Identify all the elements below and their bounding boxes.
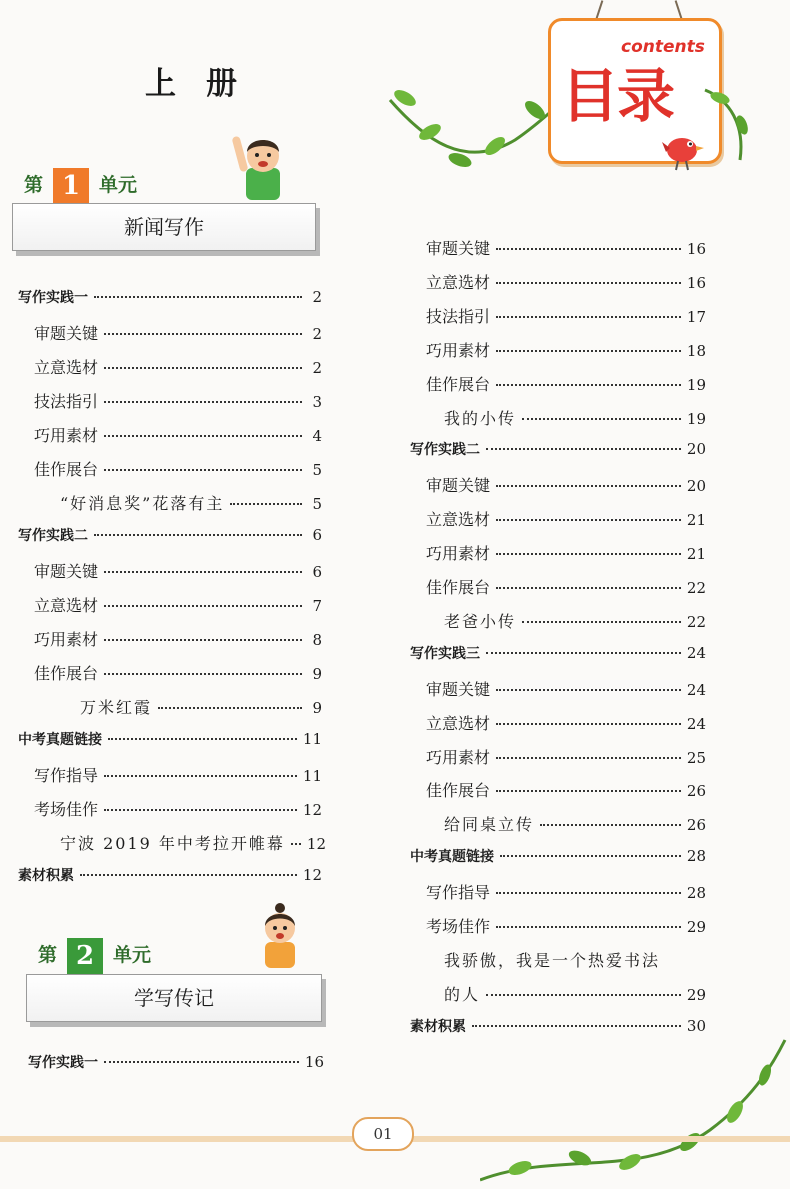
toc-entry-page: 25	[686, 748, 706, 767]
toc-entry-title: 巧用素材	[34, 630, 99, 649]
unit1-title-banner: 新闻写作	[12, 203, 316, 251]
toc-entry	[426, 541, 706, 564]
toc-entry	[34, 627, 322, 650]
toc-entry-title: 中考真题链接	[18, 732, 102, 748]
toc-entry-page: 2	[312, 288, 322, 306]
toc-entry	[426, 711, 706, 734]
toc-entry-page: 11	[302, 730, 322, 748]
vine-right-decoration	[700, 80, 760, 170]
toc-leader-dots	[104, 469, 302, 471]
toc-entry	[426, 778, 706, 801]
toc-entry-page: 5	[312, 495, 322, 513]
toc-entry	[410, 846, 706, 866]
toc-leader-dots	[108, 738, 297, 740]
toc-entry	[426, 745, 706, 768]
toc-leader-dots	[94, 296, 302, 298]
toc-leader-dots	[104, 333, 302, 335]
toc-entry-page: 29	[686, 985, 706, 1004]
toc-entry	[34, 661, 322, 684]
toc-entry-page: 24	[686, 714, 706, 733]
toc-entry	[28, 1052, 324, 1072]
toc-leader-dots	[104, 673, 302, 675]
unit1-label	[24, 168, 137, 204]
toc-entry-title: 考场佳作	[426, 917, 491, 936]
toc-entry	[426, 270, 706, 293]
unit2-label	[38, 938, 151, 974]
unit1-suffix: 单元	[99, 174, 138, 196]
toc-leader-dots	[104, 367, 302, 369]
toc-leader-dots	[496, 519, 681, 521]
toc-entry	[426, 304, 706, 327]
unit2-prefix: 第	[38, 944, 58, 966]
toc-entry-page: 16	[686, 240, 706, 258]
toc-entry-title: 写作实践一	[18, 290, 88, 306]
logo-title: 目录	[561, 62, 674, 130]
toc-entry-title: 巧用素材	[426, 747, 491, 767]
toc-entry	[34, 457, 322, 480]
toc-entry-title: 我骄傲，我是一个热爱书法	[444, 950, 661, 970]
toc-entry	[34, 593, 322, 616]
toc-leader-dots	[540, 824, 681, 826]
toc-entry-page: 5	[312, 461, 322, 479]
toc-entry-title: 审题关键	[426, 239, 491, 258]
toc-entry	[34, 321, 322, 344]
toc-entry-page: 9	[312, 699, 322, 717]
toc-leader-dots	[104, 775, 297, 777]
toc-entry	[444, 609, 706, 632]
toc-leader-dots	[104, 639, 302, 641]
toc-entry-page: 21	[686, 545, 706, 564]
toc-entry	[18, 525, 322, 545]
toc-entry	[60, 831, 326, 854]
toc-leader-dots	[104, 809, 297, 811]
toc-entry	[426, 880, 706, 903]
toc-leader-dots	[230, 503, 302, 505]
toc-entry	[426, 372, 706, 395]
toc-entry-title: 佳作展台	[426, 374, 491, 394]
toc-leader-dots	[496, 350, 681, 352]
toc-entry-page: 6	[312, 563, 322, 581]
toc-entry	[34, 389, 322, 412]
toc-leader-dots	[104, 605, 302, 607]
toc-leader-dots	[496, 485, 681, 487]
toc-entry	[444, 406, 706, 429]
bird-icon	[660, 128, 706, 172]
toc-entry-title: 巧用素材	[426, 340, 491, 360]
toc-leader-dots	[158, 707, 302, 709]
toc-entry	[34, 559, 322, 582]
toc-entry	[18, 729, 322, 749]
toc-entry-page: 24	[686, 643, 706, 662]
volume-title: 上册	[145, 66, 267, 102]
unit2-number: 2	[67, 938, 103, 974]
toc-entry-page: 3	[312, 393, 322, 411]
toc-leader-dots	[486, 994, 681, 996]
toc-entry-title: 审题关键	[34, 562, 99, 581]
toc-entry-title: 佳作展台	[34, 664, 99, 683]
toc-entry-page: 6	[312, 526, 322, 544]
toc-leader-dots	[486, 652, 681, 654]
toc-leader-dots	[522, 621, 681, 623]
toc-leader-dots	[496, 723, 681, 725]
toc-entry-title: 素材积累	[18, 868, 74, 884]
toc-leader-dots	[500, 855, 681, 857]
toc-entry-page: 8	[312, 631, 322, 649]
toc-entry	[426, 236, 706, 259]
toc-entry-title: “好消息奖”花落有主	[60, 494, 225, 513]
toc-leader-dots	[496, 926, 681, 928]
toc-entry-page: 18	[686, 341, 706, 360]
toc-leader-dots	[104, 401, 302, 403]
toc-entry-page: 28	[686, 847, 706, 866]
toc-entry-page: 28	[686, 884, 706, 903]
toc-leader-dots	[496, 316, 681, 318]
toc-entry-page: 24	[686, 680, 706, 699]
toc-entry	[426, 575, 706, 598]
toc-entry-title: 立意选材	[426, 510, 491, 530]
vine-bottom-decoration	[480, 1030, 790, 1189]
toc-entry-page: 21	[686, 511, 706, 530]
toc-entry	[426, 914, 706, 937]
toc-entry-title: 立意选材	[34, 358, 99, 377]
toc-entry-page: 29	[686, 918, 706, 936]
toc-entry	[444, 812, 706, 835]
toc-leader-dots	[496, 248, 681, 250]
toc-leader-dots	[496, 790, 681, 792]
toc-entry-title: 考场佳作	[34, 800, 99, 819]
toc-leader-dots	[496, 587, 681, 589]
toc-entry-page: 20	[686, 440, 706, 459]
toc-entry	[34, 423, 322, 446]
toc-entry	[34, 763, 322, 786]
toc-entry-page: 19	[686, 409, 706, 428]
toc-entry-title: 写作实践二	[410, 442, 480, 459]
unit1-prefix: 第	[24, 174, 44, 196]
toc-entry	[426, 507, 706, 530]
toc-leader-dots	[472, 1025, 681, 1027]
toc-entry-title: 立意选材	[426, 272, 491, 292]
toc-entry	[410, 439, 706, 459]
toc-entry-title: 巧用素材	[426, 544, 491, 564]
toc-entry	[18, 865, 322, 885]
toc-entry-page: 11	[302, 767, 322, 785]
toc-entry-page: 16	[304, 1053, 324, 1071]
toc-entry-page: 17	[686, 307, 706, 326]
toc-leader-dots	[291, 843, 301, 845]
toc-leader-dots	[104, 571, 302, 573]
toc-entry-title: 立意选材	[34, 596, 99, 615]
toc-entry-title: 佳作展台	[34, 460, 99, 479]
toc-entry-title: 佳作展台	[426, 781, 491, 801]
toc-entry-page: 26	[686, 816, 706, 835]
toc-entry-title: 中考真题链接	[410, 849, 494, 866]
toc-entry-page: 12	[306, 835, 326, 853]
toc-entry-page: 2	[312, 325, 322, 343]
toc-entry-title: 写作实践二	[18, 528, 88, 544]
toc-entry-page: 22	[686, 612, 706, 631]
toc-leader-dots	[496, 689, 681, 691]
toc-entry-title: 技法指引	[426, 306, 491, 326]
toc-entry	[18, 287, 322, 307]
toc-entry	[60, 491, 322, 514]
toc-entry-title: 写作指导	[34, 766, 99, 785]
toc-entry-page: 16	[686, 273, 706, 292]
logo-contents-word: contents	[621, 37, 705, 57]
toc-leader-dots	[94, 534, 302, 536]
toc-entry-page: 22	[686, 579, 706, 597]
toc-entry-title: 审题关键	[34, 324, 99, 343]
toc-entry-title: 审题关键	[426, 679, 491, 699]
toc-entry-title: 巧用素材	[34, 426, 99, 445]
toc-entry-page: 12	[302, 801, 322, 819]
toc-entry-page: 19	[686, 375, 706, 394]
toc-leader-dots	[496, 892, 681, 894]
toc-entry	[426, 473, 706, 496]
toc-leader-dots	[104, 435, 302, 437]
toc-leader-dots	[522, 418, 681, 420]
toc-entry-title: 审题关键	[426, 476, 491, 496]
toc-entry-title: 写作实践三	[410, 645, 480, 662]
boy-illustration	[232, 128, 294, 200]
toc-entry	[410, 643, 706, 663]
toc-entry-page: 2	[312, 359, 322, 377]
toc-entry-title: 写作指导	[426, 883, 491, 903]
toc-entry-title: 宁波 2019 年中考拉开帷幕	[60, 834, 285, 853]
toc-entry	[426, 677, 706, 700]
toc-leader-dots	[104, 1061, 299, 1063]
toc-entry-title: 佳作展台	[426, 578, 491, 597]
toc-entry-title: 给同桌立传	[444, 815, 535, 835]
toc-entry-page: 9	[312, 665, 322, 683]
toc-entry-page: 12	[302, 866, 322, 884]
toc-entry-title: 我的小传	[444, 408, 517, 428]
toc-entry-title: 的人	[444, 984, 481, 1004]
toc-leader-dots	[486, 448, 681, 450]
toc-entry-title: 老爸小传	[444, 611, 517, 631]
toc-entry	[34, 797, 322, 820]
toc-leader-dots	[496, 282, 681, 284]
toc-entry-title: 技法指引	[34, 392, 99, 411]
toc-entry	[426, 338, 706, 361]
girl-illustration	[255, 902, 305, 968]
toc-entry	[80, 695, 322, 718]
toc-leader-dots	[496, 384, 681, 386]
toc-entry-page: 26	[686, 782, 706, 801]
toc-entry-page: 30	[686, 1016, 706, 1035]
unit2-title-banner: 学写传记	[26, 974, 322, 1022]
toc-entry-title: 素材积累	[410, 1018, 466, 1035]
unit1-number: 1	[53, 168, 89, 204]
toc-entry	[444, 982, 706, 1005]
toc-entry	[444, 948, 706, 971]
toc-entry-page: 4	[312, 427, 322, 445]
toc-entry	[34, 355, 322, 378]
toc-leader-dots	[496, 553, 681, 555]
toc-entry-title: 立意选材	[426, 713, 491, 733]
toc-entry-title: 万米红霞	[80, 698, 153, 717]
toc-entry-page: 7	[312, 597, 322, 615]
unit2-suffix: 单元	[113, 944, 152, 966]
toc-leader-dots	[80, 874, 297, 876]
toc-leader-dots	[496, 757, 681, 759]
toc-entry-title: 写作实践一	[28, 1055, 98, 1071]
toc-entry-page: 20	[686, 477, 706, 496]
page-number: 01	[352, 1117, 414, 1151]
